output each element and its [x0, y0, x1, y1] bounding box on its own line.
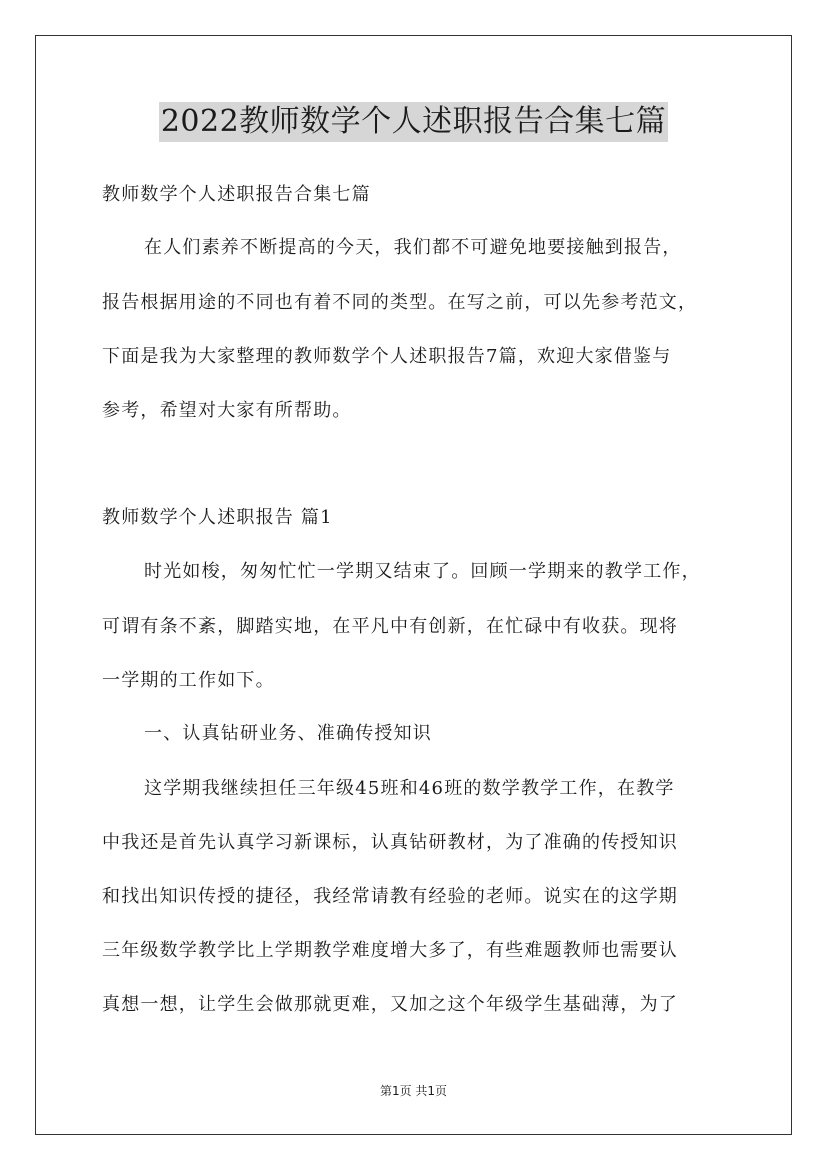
document-title-wrapper — [0, 101, 827, 142]
subsection-heading: 一、认真钻研业务、准确传授知识 — [144, 723, 432, 744]
paragraph-line: 时光如梭，匆匆忙忙一学期又结束了。回顾一学期来的教学工作， — [144, 561, 701, 582]
paragraph-line: 下面是我为大家整理的教师数学个人述职报告7篇，欢迎大家借鉴与 — [102, 346, 672, 367]
paragraph-line: 在人们素养不断提高的今天，我们都不可避免地要接触到报告， — [144, 237, 682, 258]
paragraph-line: 和找出知识传授的捷径，我经常请教有经验的老师。说实在的这学期 — [102, 886, 678, 907]
page-number: 第1页 共1页 — [379, 1084, 448, 1098]
paragraph-line: 参考，希望对大家有所帮助。 — [102, 400, 352, 421]
paragraph-line: 三年级数学教学比上学期教学难度增大多了，有些难题教师也需要认 — [102, 940, 678, 961]
section-heading: 教师数学个人述职报告 篇1 — [102, 507, 333, 528]
document-title: 2022教师数学个人述职报告合集七篇 — [159, 102, 668, 142]
paragraph-line: 一学期的工作如下。 — [102, 670, 275, 691]
paragraph-line: 这学期我继续担任三年级45班和46班的数学教学工作，在教学 — [144, 778, 675, 799]
paragraph-line: 真想一想，让学生会做那就更难，又加之这个年级学生基础薄，为了 — [102, 994, 678, 1015]
paragraph-line: 中我还是首先认真学习新课标，认真钻研教材，为了准确的传授知识 — [102, 832, 678, 853]
paragraph-line: 报告根据用途的不同也有着不同的类型。在写之前，可以先参考范文， — [102, 292, 698, 313]
paragraph-line: 可谓有条不紊，脚踏实地，在平凡中有创新，在忙碌中有收获。现将 — [102, 616, 678, 637]
subtitle-line: 教师数学个人述职报告合集七篇 — [102, 184, 371, 205]
